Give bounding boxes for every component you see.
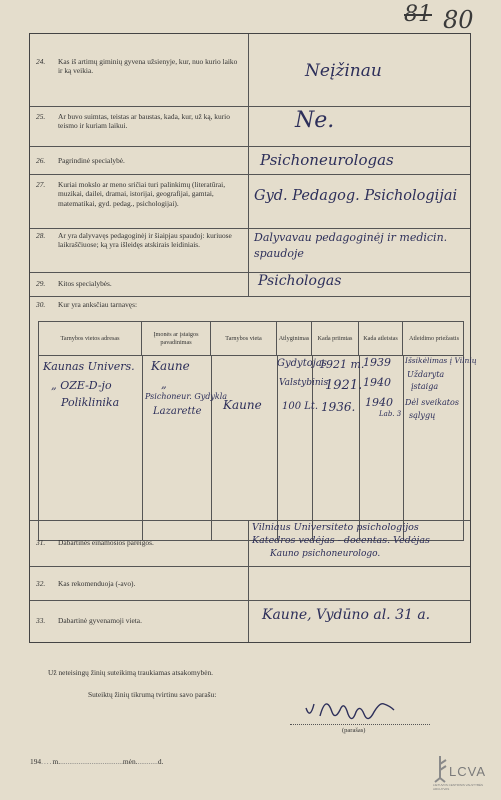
- row-label: Pagrindinė specialybė.: [58, 156, 125, 165]
- date-year: 194: [30, 757, 42, 766]
- row-label: Dabartinė gyvenamoji vieta.: [58, 616, 142, 625]
- entry-salary: Gydytojas: [277, 358, 327, 369]
- table-header: Atlyginimas: [277, 322, 312, 355]
- form-row-32: [30, 566, 470, 601]
- row-label: Kitos specialybės.: [58, 279, 112, 288]
- form-row-26: [30, 146, 470, 175]
- signature-caption: (parašas): [342, 727, 366, 734]
- row-label: Dabartinės einamosios pareigos.: [58, 538, 154, 547]
- table-header: Tarnybos vietos adresas: [39, 322, 142, 355]
- entry-released: 1940: [365, 396, 393, 409]
- entry-released: Lab. 3: [379, 410, 402, 418]
- entry-salary: Valstybinis: [279, 378, 329, 388]
- row-answer-line-2: spaudoje: [254, 247, 304, 260]
- entry-reason: sąlygų: [409, 411, 436, 420]
- row-answer: Neįžinau: [305, 61, 382, 81]
- row-number: 30.: [36, 300, 46, 309]
- date-men: mėn.: [122, 757, 138, 766]
- row-answer: Psichoneurologas: [260, 151, 394, 169]
- entry-reason: Uždaryta: [407, 370, 445, 379]
- archive-stamp: [425, 754, 485, 794]
- page-number: 80: [443, 6, 474, 34]
- row-number: 26.: [36, 156, 46, 165]
- form-row-33: [30, 600, 470, 642]
- entry-institution: Kaune: [151, 359, 190, 373]
- table-header: Atleidimo priežastis: [408, 334, 459, 342]
- row-answer-line-1: Dalyvavau pedagoginėj ir medicin.: [254, 231, 448, 244]
- entry-address: „ OZE-D-jo: [51, 379, 112, 392]
- entry-reason: Išsikėlimas į Vilnių: [405, 356, 477, 365]
- row-answer: Ne.: [295, 108, 335, 133]
- row-label: Ar buvo suimtas, teistas ar baustas, kada, kur, už ką, kurio teismo ir kuriam laikui.: [58, 112, 230, 131]
- row-number: 25.: [36, 112, 46, 121]
- date-line: 194....m...................................mėn............d.: [30, 757, 164, 766]
- entry-released: 1939: [363, 356, 391, 369]
- row-number: 24.: [36, 57, 46, 66]
- page-number-old: 81: [404, 2, 432, 27]
- signature: [300, 694, 430, 728]
- row-number: 33.: [36, 616, 46, 625]
- form-row-24: [30, 34, 470, 107]
- entry-institution: „: [161, 378, 167, 391]
- row-number: 31.: [36, 538, 46, 547]
- archive-stamp-text: LCVA: [449, 764, 486, 779]
- entry-address: Kaunas Univers.: [43, 360, 135, 373]
- row-label: Kas rekomenduoja (-avo).: [58, 579, 136, 588]
- row-label: Ar yra dalyvavęs pedagoginėj ir šiaipjau spaudoj: kuriuose laikraščiuose; ką yra išleidęs atskirais leidiniais.: [58, 231, 232, 250]
- row-answer-line-3: Kauno psichoneurologo.: [270, 549, 381, 559]
- entry-hired: 1921.: [325, 378, 363, 393]
- form-row-31: [30, 520, 470, 567]
- entry-institution: Psichoneur. Gydykla: [145, 392, 228, 401]
- entry-position: Kaune: [223, 398, 262, 412]
- row-label: Kuriai mokslo ar meno sričiai turi palinkimų (literatūrai, muzikai, dailei, dramai, istorijai, geografijai, gamtai, matematikai, gyd. pedag., psichologijai).: [58, 180, 226, 208]
- row-number: 28.: [36, 231, 46, 240]
- row-answer-line-2: Katedros vedėjas - docentas. Vedėjas: [252, 535, 430, 546]
- entry-reason: Dėl sveikatos: [405, 398, 459, 407]
- form-row-27: [30, 174, 470, 229]
- form-row-29: [30, 272, 470, 297]
- row-label: Kas iš artimų giminių gyvena užsienyje, kur, nuo kurio laiko ir ką veikia.: [58, 57, 238, 76]
- liability-note: Už neteisingų žinių suteikimą traukiamas atsakomybėn.: [48, 668, 214, 677]
- row-number: 32.: [36, 579, 46, 588]
- archive-stamp-subtext: LIETUVOS CENTRINIS VALSTYBĖS ARCHYVAS: [433, 783, 483, 791]
- confirm-note: Suteiktų žinių tikrumą tvirtinu savo parašu:: [88, 690, 217, 699]
- entry-reason: įstaiga: [411, 382, 439, 391]
- entry-hired: 1921 m.: [319, 358, 365, 371]
- row-answer: Gyd. Pedagog. Psichologijai: [254, 188, 458, 204]
- table-header: Įmonės ar įstaigos pavadinimas: [142, 322, 211, 355]
- table-header: Tarnybos vieta: [211, 322, 277, 355]
- row-answer-line-1: Vilniaus Universiteto psichologijos: [252, 522, 419, 533]
- signature-line: [290, 724, 430, 725]
- table-header: Kada priimtas: [312, 322, 359, 355]
- table-title: Kur yra anksčiau tarnavęs:: [58, 300, 138, 309]
- row-number: 29.: [36, 279, 46, 288]
- form-row-28: [30, 228, 470, 273]
- entry-salary: 100 Lt.: [282, 401, 319, 412]
- entry-institution: Lazarette: [153, 406, 202, 417]
- row-answer: Kaune, Vydūno al. 31 a.: [262, 607, 431, 623]
- row-answer: Psichologas: [258, 273, 342, 289]
- archive-key-icon: [429, 754, 451, 784]
- date-d: d.: [157, 757, 164, 766]
- employment-table: [38, 321, 477, 541]
- form-row-25: [30, 106, 470, 147]
- date-m: m.: [52, 757, 61, 766]
- entry-hired: 1936.: [321, 400, 356, 414]
- entry-address: Poliklinika: [61, 396, 120, 409]
- entry-released: 1940: [363, 376, 391, 389]
- table-header: Kada atleistas: [359, 322, 403, 355]
- form-frame: [29, 33, 477, 643]
- row-number: 27.: [36, 180, 46, 189]
